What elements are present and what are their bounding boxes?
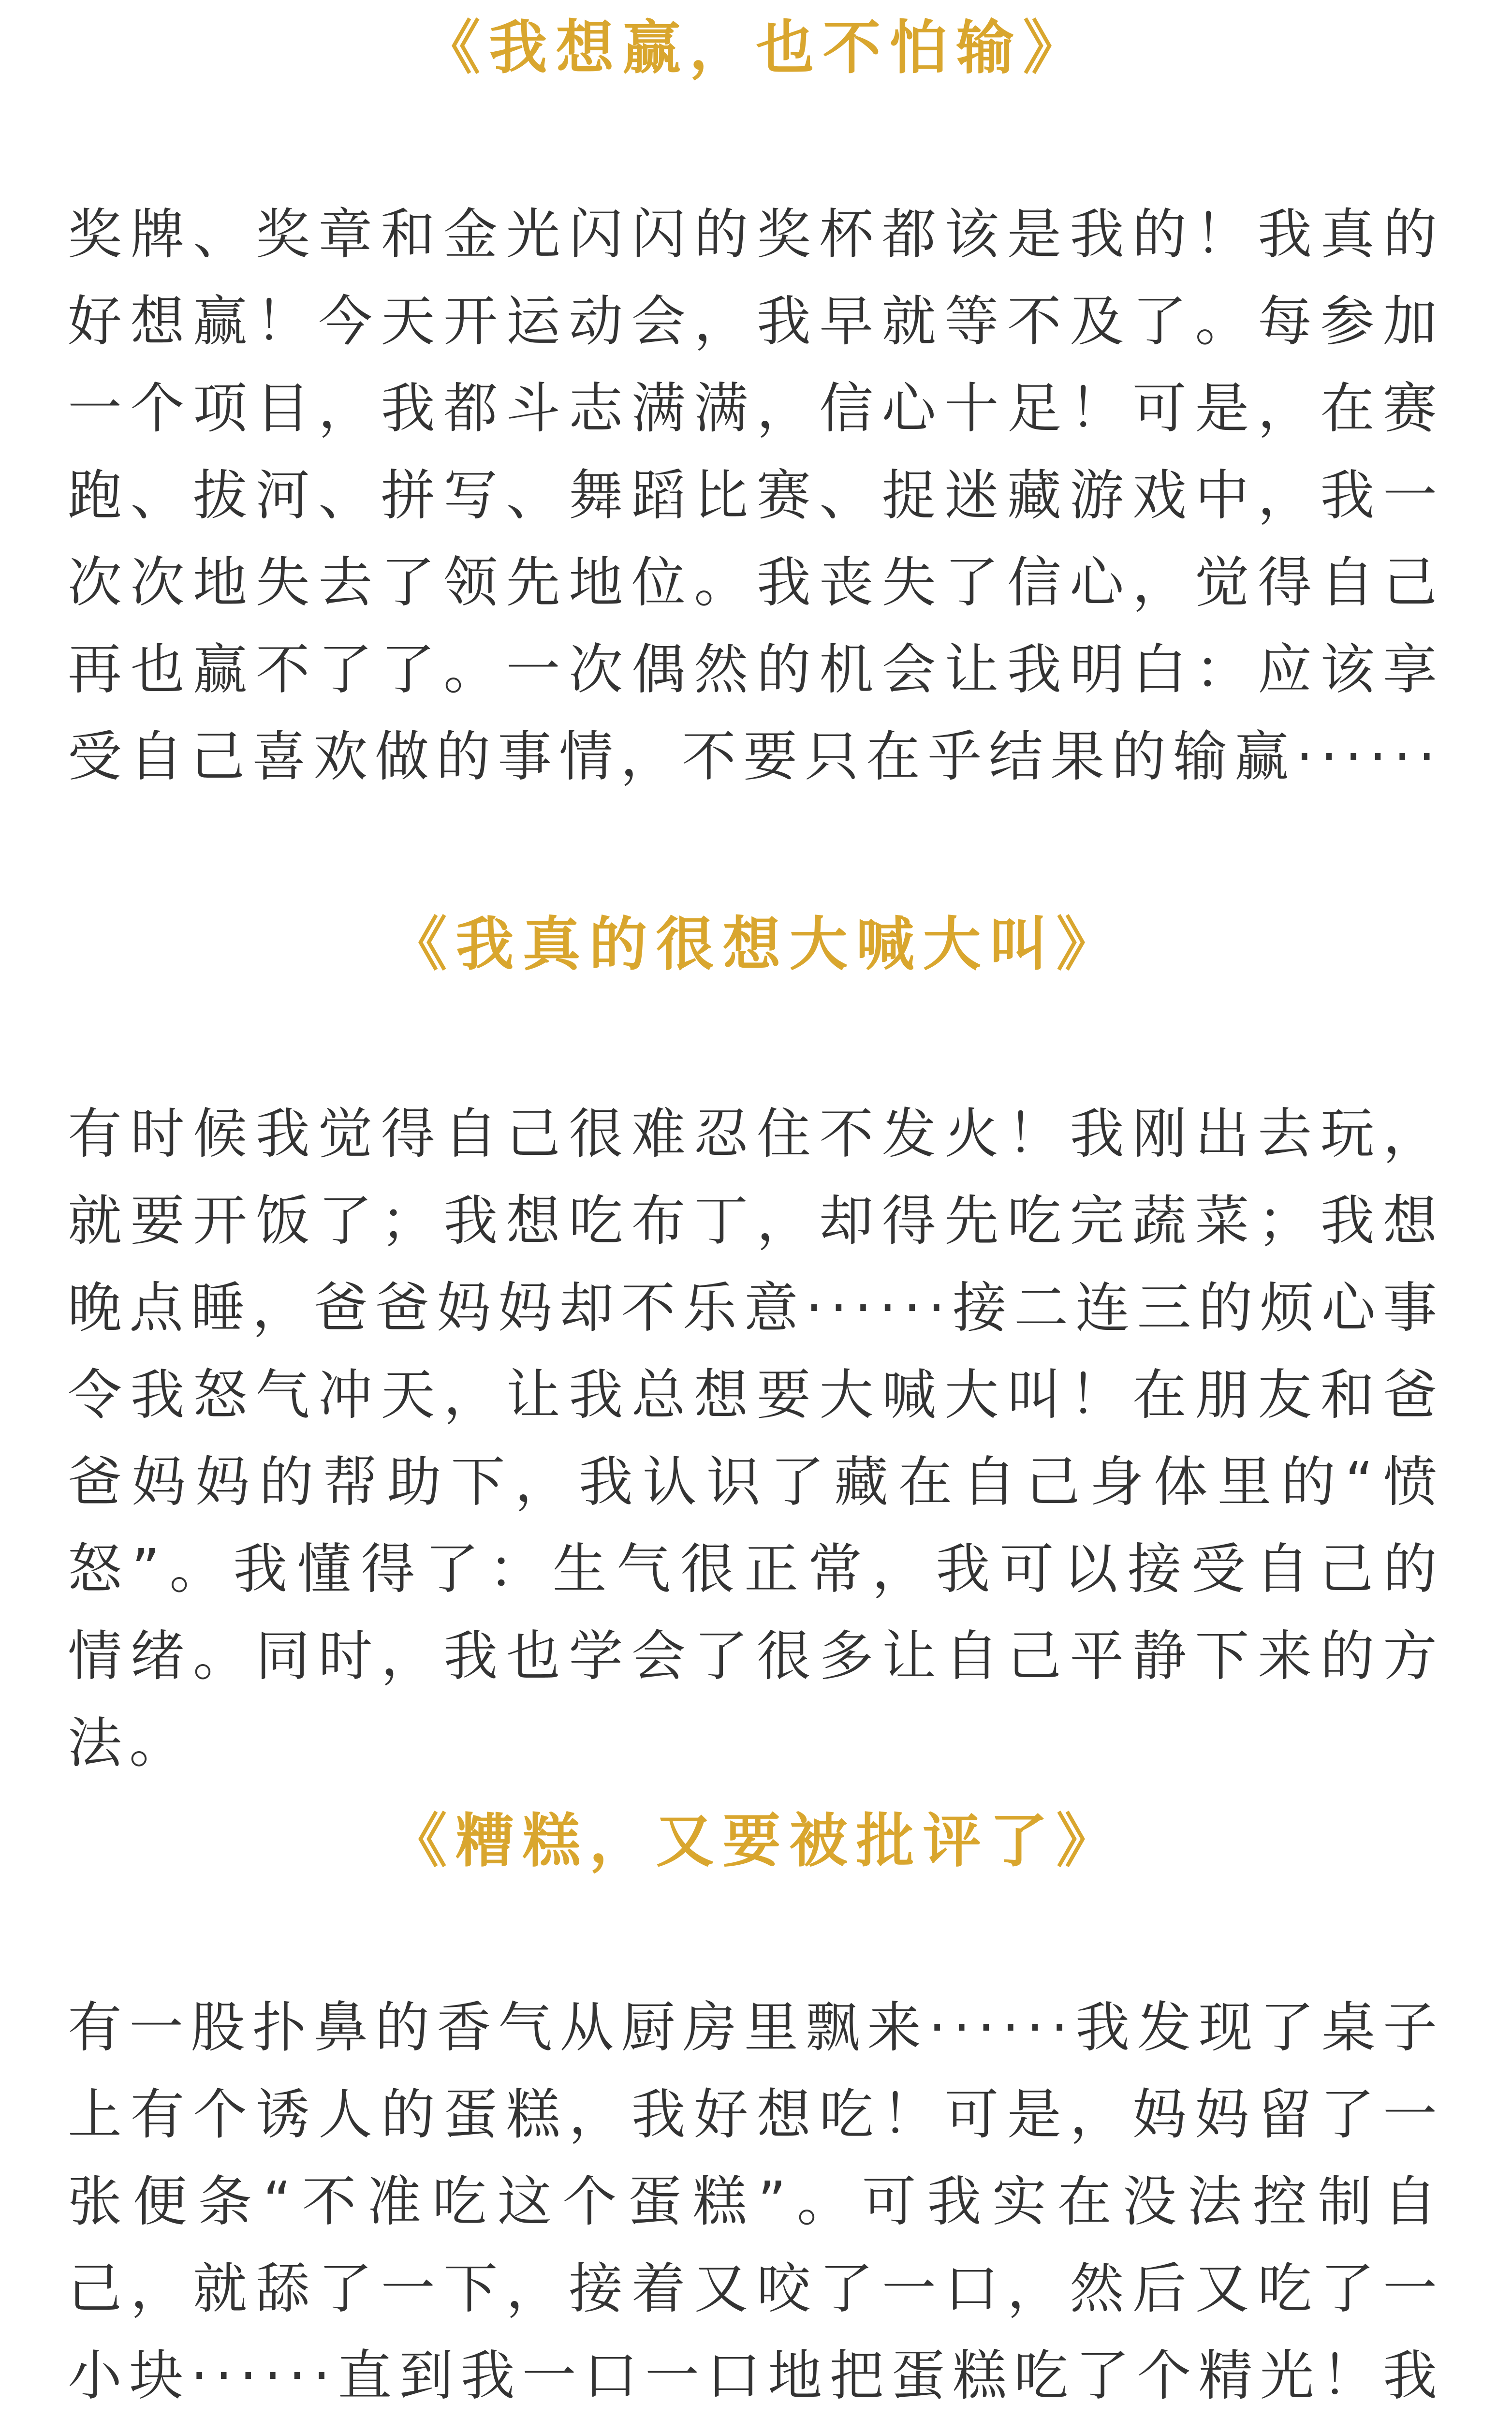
section-body-win-lose: 奖牌、奖章和金光闪闪的奖杯都该是我的！我真的好想赢！今天开运动会，我早就等不及了。每参加一个项目，我都斗志满满，信心十足！可是，在赛跑、拔河、拼写、舞蹈比赛、捉迷藏游戏中，我一次次地失去了领先地位。我丧失了信心，觉得自己再也赢不了了。一次偶然的机会让我明白：应该享受自己喜欢做的事情，不要只在乎结果的输赢······	[68, 203, 1444, 788]
section-body-shout: 有时候我觉得自己很难忍住不发火！我刚出去玩，就要开饭了；我想吃布丁，却得先吃完蔬菜；我想晚点睡，爸爸妈妈却不乐意······接二连三的烦心事令我怒气冲天，让我总想要大喊大叫！在朋友和爸爸妈妈的帮助下，我认识了藏在自己身体里的“愤怒”。我懂得了：生气很正常，我可以接受自己的情绪。同时，我也学会了很多让自己平静下来的方法。	[68, 1103, 1444, 1775]
section-title-criticized: 《糟糕，又要被批评了》	[389, 1808, 1123, 1875]
section-title-win-lose: 《我想赢，也不怕输》	[422, 15, 1090, 82]
section-body-criticized: 有一股扑鼻的香气从厨房里飘来······我发现了桌子上有个诱人的蛋糕，我好想吃！可是，妈妈留了一张便条“不准吃这个蛋糕”。可我实在没法控制自己，就舔了一下，接着又咬了一口，然后又吃了一小块······直到我一口一口地把蛋糕吃了个精光！我	[68, 1996, 1444, 2407]
section-title-shout: 《我真的很想大喊大叫》	[389, 911, 1123, 978]
